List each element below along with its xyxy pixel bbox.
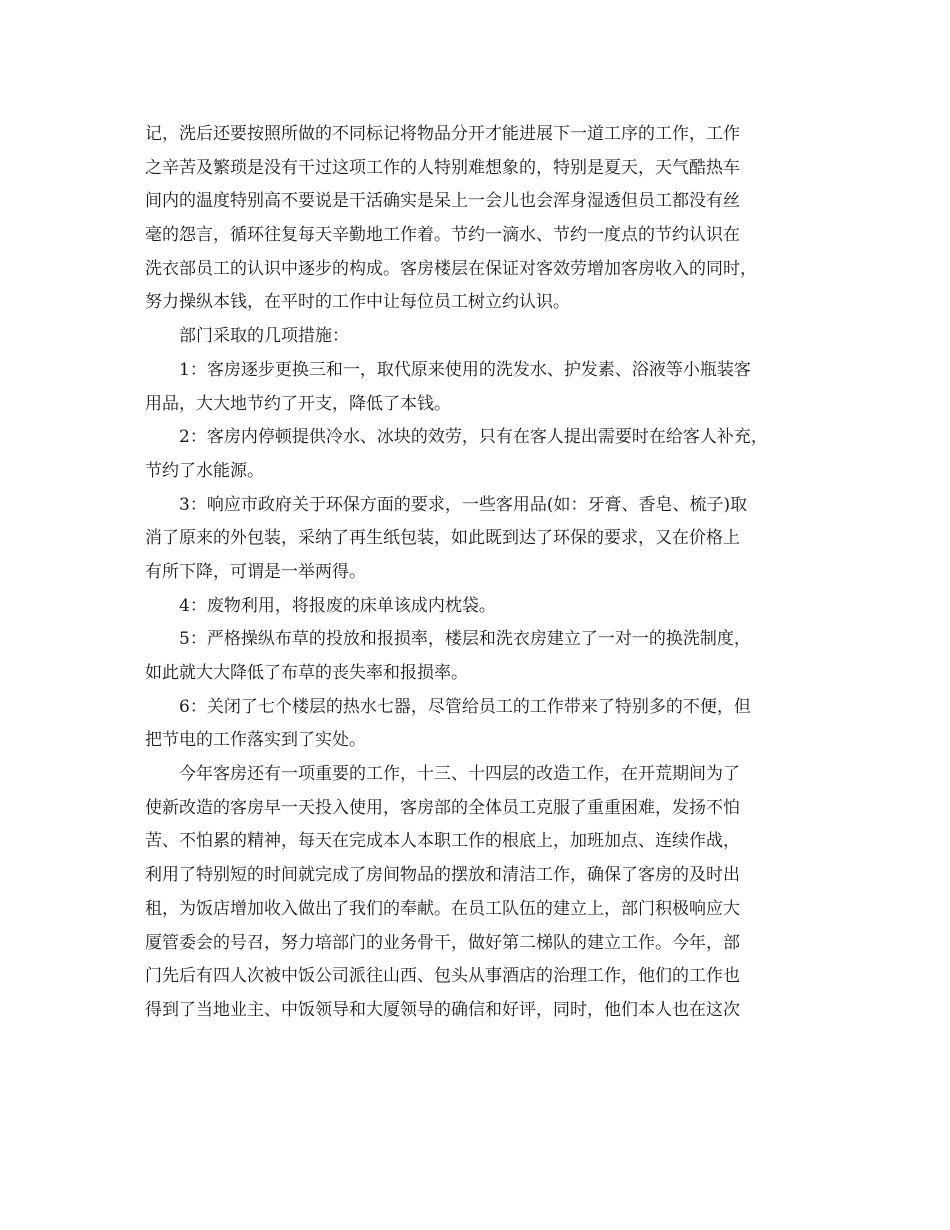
text-line: 部门采取的几项措施： — [179, 326, 349, 347]
text-line: 毫的怨言，循环往复每天辛勤地工作着。节约一滴水、节约一度点的节约认识在 — [145, 225, 740, 246]
text-line: 如此就大大降低了布草的丧失率和报损率。 — [145, 663, 468, 683]
text-line: 租，为饭店增加收入做出了我们的奉献。在员工队伍的建立上，部门积极响应大 — [145, 898, 740, 919]
text-line: 之辛苦及繁琐是没有干过这项工作的人特别难想象的，特别是夏天，天气酷热车 — [145, 157, 740, 178]
text-line: 得到了当地业主、中饭领导和大厦领导的确信和好评，同时，他们本人也在这次 — [145, 999, 740, 1020]
text-line: 努力操纵本钱，在平时的工作中让每位员工树立约认识。 — [145, 292, 570, 313]
text-line: 消了原来的外包装，采纳了再生纸包装，如此既到达了环保的要求，又在价格上 — [145, 528, 740, 549]
text-line: 记，洗后还要按照所做的不同标记将物品分开才能进展下一道工序的工作，工作 — [145, 124, 740, 144]
text-line: 用品，大大地节约了开支，降低了本钱。 — [145, 393, 451, 414]
text-line: 5：严格操纵布草的投放和报损率，楼层和洗衣房建立了一对一的换洗制度， — [179, 629, 751, 650]
text-line: 2：客房内停顿提供冷水、冰块的效劳，只有在客人提出需要时在给客人补充， — [179, 427, 768, 448]
text-line: 节约了水能源。 — [145, 460, 264, 481]
text-line: 洗衣部员工的认识中逐步的构成。客房楼层在保证对客效劳增加客房收入的同时， — [145, 258, 757, 279]
text-line: 3：响应市政府关于环保方面的要求，一些客用品(如：牙膏、香皂、梳子)取 — [179, 494, 748, 515]
text-line: 今年客房还有一项重要的工作，十三、十四层的改造工作，在开荒期间为了 — [179, 764, 740, 785]
text-line: 间内的温度特别高不要说是干活确实是呆上一会儿也会浑身湿透但员工都没有丝 — [145, 191, 740, 212]
text-line: 利用了特别短的时间就完成了房间物品的摆放和清洁工作，确保了客房的及时出 — [145, 865, 740, 886]
text-line: 把节电的工作落实到了实处。 — [145, 730, 366, 751]
text-line: 6：关闭了七个楼层的热水七器，尽管给员工的工作带来了特别多的不便，但 — [179, 696, 751, 717]
text-line: 1：客房逐步更换三和一，取代原来使用的洗发水、护发素、浴液等小瓶装客 — [179, 359, 751, 380]
text-line: 苦、不怕累的精神，每天在完成本人本职工作的根底上，加班加点、连续作战， — [145, 831, 740, 852]
body-text — [145, 118, 825, 1028]
text-line: 4：废物利用，将报废的床单该成内枕袋。 — [179, 595, 496, 616]
text-line: 使新改造的客房早一天投入使用，客房部的全体员工克服了重重困难，发扬不怕 — [145, 797, 740, 818]
text-line: 有所下降，可谓是一举两得。 — [145, 561, 366, 582]
text-line: 厦管委会的号召，努力培部门的业务骨干，做好第二梯队的建立工作。今年，部 — [145, 932, 740, 953]
text-line: 门先后有四人次被中饭公司派往山西、包头从事酒店的治理工作，他们的工作也 — [145, 966, 740, 987]
